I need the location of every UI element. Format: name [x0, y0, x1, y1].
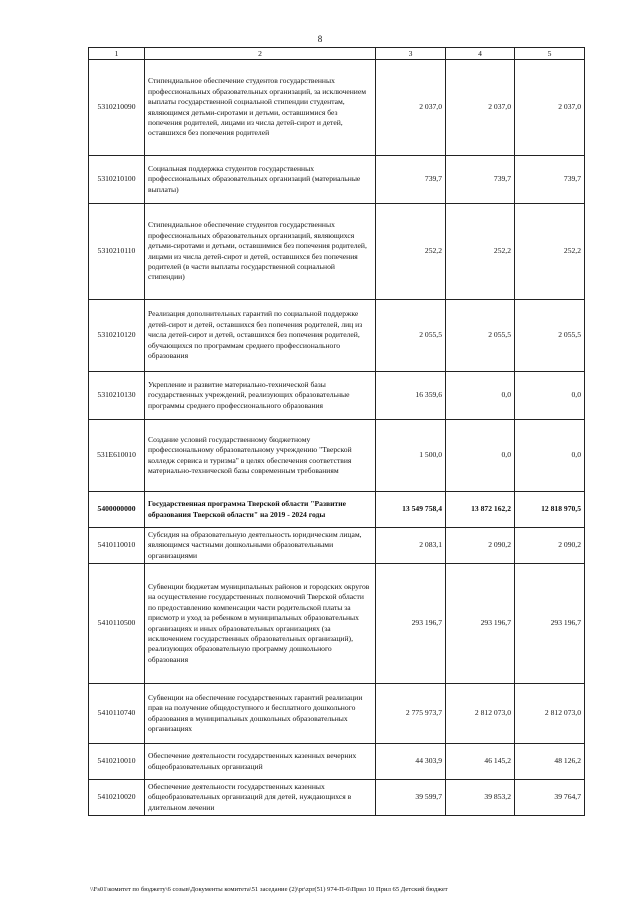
amount-col4-cell: 2 055,5: [446, 300, 515, 372]
budget-code-cell: 5310210130: [89, 372, 145, 420]
amount-col4-cell: 2 090,2: [446, 528, 515, 564]
budget-code-cell: 5410110010: [89, 528, 145, 564]
amount-col3-cell: 13 549 758,4: [376, 492, 446, 528]
description-cell: Укрепление и развитие материально-технической базы государственных учреждений, реализующих образовательные программы среднего профессионального образования: [145, 372, 376, 420]
table-row: [89, 204, 585, 300]
budget-code-cell: 5410210010: [89, 744, 145, 780]
budget-code-cell: 5310210110: [89, 204, 145, 300]
table-row: [89, 300, 585, 372]
table-row: [89, 372, 585, 420]
amount-col4-cell: 0,0: [446, 372, 515, 420]
column-header: 4: [446, 48, 515, 60]
amount-col3-cell: 293 196,7: [376, 564, 446, 684]
amount-col4-cell: 0,0: [446, 420, 515, 492]
table-header-row: [89, 48, 585, 60]
table-row: [89, 420, 585, 492]
table-row: [89, 780, 585, 816]
budget-code-cell: 5310210120: [89, 300, 145, 372]
amount-col4-cell: 252,2: [446, 204, 515, 300]
amount-col3-cell: 39 599,7: [376, 780, 446, 816]
amount-col3-cell: 2 083,1: [376, 528, 446, 564]
amount-col3-cell: 1 500,0: [376, 420, 446, 492]
amount-col3-cell: 739,7: [376, 156, 446, 204]
description-cell: Субвенции на обеспечение государственных гарантий реализации прав на получение общедоступного и бесплатного дошкольного образования в муниципальных дошкольных образовательных организациях: [145, 684, 376, 744]
description-cell: Обеспечение деятельности государственных казенных вечерних общеобразовательных организаций: [145, 744, 376, 780]
amount-col3-cell: 16 359,6: [376, 372, 446, 420]
amount-col4-cell: 2 812 073,0: [446, 684, 515, 744]
amount-col3-cell: 2 055,5: [376, 300, 446, 372]
description-cell: Реализация дополнительных гарантий по социальной поддержке детей-сирот и детей, оставшихся без попечения родителей, лиц из числа детей-сирот и детей, оставшихся без попечения родителей, обучающихся по программам среднего профессионального образования: [145, 300, 376, 372]
table-row: [89, 564, 585, 684]
table-row: [89, 684, 585, 744]
table-row: [89, 156, 585, 204]
amount-col5-cell: 293 196,7: [515, 564, 585, 684]
page-number: 8: [317, 34, 323, 44]
amount-col5-cell: 2 090,2: [515, 528, 585, 564]
amount-col3-cell: 2 037,0: [376, 60, 446, 156]
table-row: [89, 744, 585, 780]
amount-col4-cell: 2 037,0: [446, 60, 515, 156]
description-cell: Субвенции бюджетам муниципальных районов и городских округов на осуществление государственных полномочий Тверской области по предоставлению компенсации части родительской платы за присмотр и уход за ребенком в муниципальных образовательных организациях и иных образовательных организациях (за исключением государственных образовательных организаций), реализующих образовательную программу дошкольного образования: [145, 564, 376, 684]
amount-col3-cell: 252,2: [376, 204, 446, 300]
column-header: 3: [376, 48, 446, 60]
description-cell: Обеспечение деятельности государственных казенных общеобразовательных организаций для детей, нуждающихся в длительном лечении: [145, 780, 376, 816]
amount-col5-cell: 2 812 073,0: [515, 684, 585, 744]
budget-code-cell: 531E610010: [89, 420, 145, 492]
budget-code-cell: 5410210020: [89, 780, 145, 816]
budget-code-cell: 5400000000: [89, 492, 145, 528]
budget-code-cell: 5410110500: [89, 564, 145, 684]
amount-col4-cell: 39 853,2: [446, 780, 515, 816]
amount-col5-cell: 252,2: [515, 204, 585, 300]
footer-file-path: \\Fs01\комитет по бюджету\6 созыв\Документы комитета\51 заседание (2)\pr\zpr(51) 974-П-6\Прил 10 Прил 65 Детский бюджет: [90, 886, 448, 893]
amount-col5-cell: 12 818 970,5: [515, 492, 585, 528]
budget-code-cell: 5310210100: [89, 156, 145, 204]
column-header: 2: [145, 48, 376, 60]
amount-col3-cell: 44 303,9: [376, 744, 446, 780]
table-row: [89, 528, 585, 564]
column-header: 1: [89, 48, 145, 60]
description-cell: Стипендиальное обеспечение студентов государственных профессиональных образовательных организаций, являющихся детьми-сиротами и детьми, оставшимися без попечения родителей, лицами из числа детей-сирот и детей, оставшихся без попечения родителей (в части выплаты государственной социальной стипендии): [145, 204, 376, 300]
amount-col5-cell: 0,0: [515, 420, 585, 492]
amount-col5-cell: 39 764,7: [515, 780, 585, 816]
amount-col5-cell: 739,7: [515, 156, 585, 204]
description-cell: Государственная программа Тверской области "Развитие образования Тверской области" на 2019 - 2024 годы: [145, 492, 376, 528]
column-header: 5: [515, 48, 585, 60]
description-cell: Социальная поддержка студентов государственных профессиональных образовательных организаций (материальные выплаты): [145, 156, 376, 204]
amount-col4-cell: 293 196,7: [446, 564, 515, 684]
budget-code-cell: 5310210090: [89, 60, 145, 156]
amount-col3-cell: 2 775 973,7: [376, 684, 446, 744]
table-row: [89, 60, 585, 156]
table-row: [89, 492, 585, 528]
amount-col4-cell: 13 872 162,2: [446, 492, 515, 528]
description-cell: Стипендиальное обеспечение студентов государственных профессиональных образовательных организаций, за исключением выплаты государственной социальной стипендии студентам, являющимся детьми-сиротами и детьми, оставшимися без попечения родителей, лицами из числа детей-сирот и детей, оставшихся без попечения родителей: [145, 60, 376, 156]
amount-col5-cell: 48 126,2: [515, 744, 585, 780]
description-cell: Субсидия на образовательную деятельность юридическим лицам, являющимся частными дошкольными образовательными организациями: [145, 528, 376, 564]
budget-table: [88, 47, 585, 816]
amount-col4-cell: 46 145,2: [446, 744, 515, 780]
budget-code-cell: 5410110740: [89, 684, 145, 744]
amount-col5-cell: 2 037,0: [515, 60, 585, 156]
description-cell: Создание условий государственному бюджетному профессиональному образовательному учреждению "Тверской колледж сервиса и туризма" в целях обеспечения соответствия материально-технической базы современным требованиям: [145, 420, 376, 492]
amount-col5-cell: 0,0: [515, 372, 585, 420]
amount-col4-cell: 739,7: [446, 156, 515, 204]
amount-col5-cell: 2 055,5: [515, 300, 585, 372]
